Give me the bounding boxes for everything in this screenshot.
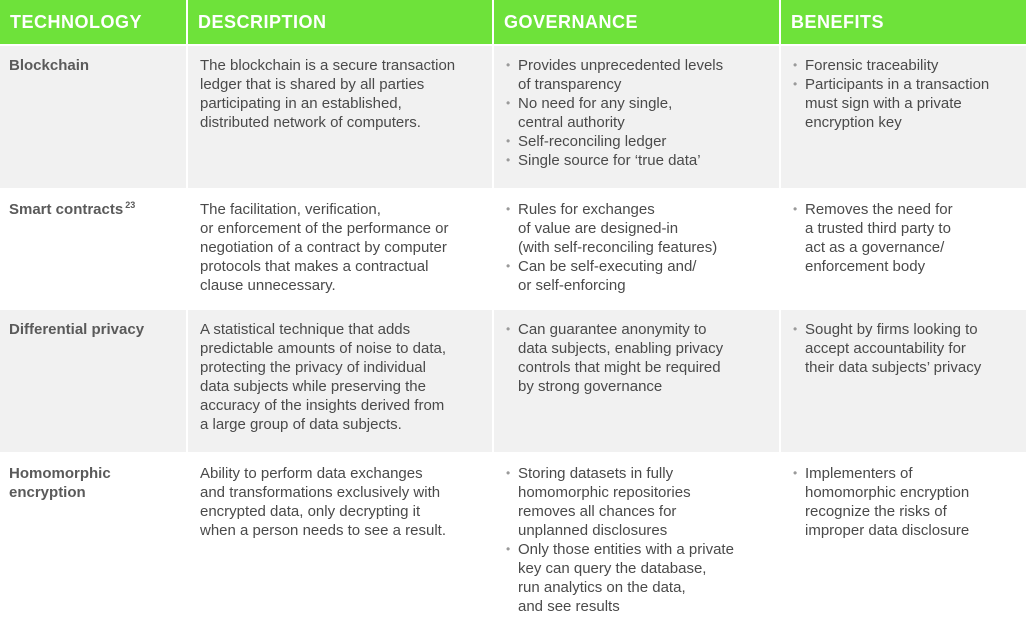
- governance-line: • Can guarantee anonymity to: [518, 321, 707, 338]
- description-line: predictable amounts of noise to data,: [200, 340, 446, 357]
- benefits-line: • Implementers of: [805, 465, 913, 482]
- governance-list: [506, 200, 769, 295]
- governance-cell: [493, 309, 780, 453]
- technology-name: Smart contracts $^{23}$: [9, 200, 136, 218]
- description-line: clause unnecessary.: [200, 277, 336, 294]
- governance-line: of value are designed-in: [518, 220, 679, 237]
- governance-line: data subjects, enabling privacy: [518, 340, 724, 357]
- governance-line: run analytics on the data,: [518, 579, 686, 596]
- header-governance: GOVERNANCE: [493, 0, 780, 45]
- benefits-line: a trusted third party to: [805, 220, 951, 237]
- governance-cell: [493, 189, 780, 309]
- benefits-list: [793, 56, 1016, 132]
- governance-line: or self-enforcing: [518, 277, 626, 294]
- description-line: negotiation of a contract by computer: [200, 239, 447, 256]
- governance-bullet-item: [506, 151, 769, 170]
- governance-line: • Can be self-executing and/: [518, 258, 697, 275]
- benefits-line: • Removes the need for: [805, 201, 953, 218]
- table-header: [0, 0, 1026, 45]
- table-row: [0, 309, 1026, 453]
- governance-list: [506, 464, 769, 616]
- governance-line: and see results: [518, 598, 620, 615]
- description-line: accuracy of the insights derived from: [200, 397, 445, 414]
- description-line: when a person needs to see a result.: [200, 522, 446, 539]
- description-line: or enforcement of the performance or: [200, 220, 449, 237]
- description-line: ledger that is shared by all parties: [200, 76, 425, 93]
- governance-line: • Rules for exchanges: [518, 201, 655, 218]
- benefits-line: accept accountability for: [805, 340, 966, 357]
- benefits-line: homomorphic encryption: [805, 484, 970, 501]
- governance-line: by strong governance: [518, 378, 663, 395]
- technology-name: Homomorphic: [9, 465, 111, 482]
- governance-line: central authority: [518, 114, 625, 131]
- technology-cell: [0, 45, 187, 189]
- table-row: [0, 453, 1026, 627]
- benefits-cell: [780, 45, 1026, 189]
- description-line: A statistical technique that adds: [200, 321, 411, 338]
- description-line: participating in an established,: [200, 95, 402, 112]
- header-benefits: BENEFITS: [780, 0, 1026, 45]
- governance-line: of transparency: [518, 76, 622, 93]
- header-description: DESCRIPTION: [187, 0, 493, 45]
- description-line: protocols that makes a contractual: [200, 258, 429, 275]
- governance-line: • Storing datasets in fully: [518, 465, 674, 482]
- header-row: [0, 0, 1026, 45]
- table-body: [0, 45, 1026, 627]
- benefits-cell: [780, 453, 1026, 627]
- benefits-line: their data subjects’ privacy: [805, 359, 982, 376]
- governance-line: • Only those entities with a private: [518, 541, 734, 558]
- table-row: [0, 189, 1026, 309]
- governance-bullet-item: [506, 540, 769, 616]
- description-line: encrypted data, only decrypting it: [200, 503, 421, 520]
- benefits-cell: [780, 189, 1026, 309]
- governance-line: removes all chances for: [518, 503, 677, 520]
- governance-cell: [493, 453, 780, 627]
- technology-name: Differential privacy: [9, 321, 145, 338]
- governance-line: (with self-reconciling features): [518, 239, 718, 256]
- description-cell: [187, 189, 493, 309]
- description-cell: [187, 45, 493, 189]
- governance-line: • Provides unprecedented levels: [518, 57, 724, 74]
- technology-cell: [0, 453, 187, 627]
- governance-line: • Single source for ‘true data’: [518, 152, 701, 169]
- description-cell: [187, 453, 493, 627]
- footnote-superscript: 23: [125, 200, 136, 210]
- benefits-line: • Sought by firms looking to: [805, 321, 978, 338]
- governance-bullet-item: [506, 200, 769, 257]
- governance-bullet-item: [506, 56, 769, 94]
- benefits-list: [793, 320, 1016, 377]
- benefits-line: encryption key: [805, 114, 902, 131]
- benefits-bullet-item: [793, 464, 1016, 540]
- benefits-line: enforcement body: [805, 258, 926, 275]
- description-line: The blockchain is a secure transaction: [200, 57, 456, 74]
- benefits-bullet-item: [793, 320, 1016, 377]
- benefits-line: must sign with a private: [805, 95, 962, 112]
- governance-bullet-item: [506, 464, 769, 540]
- technology-cell: [0, 309, 187, 453]
- description-line: distributed network of computers.: [200, 114, 421, 131]
- governance-bullet-item: [506, 94, 769, 132]
- description-cell: [187, 309, 493, 453]
- benefits-line: recognize the risks of: [805, 503, 947, 520]
- governance-line: • Self-reconciling ledger: [518, 133, 667, 150]
- governance-list: [506, 320, 769, 396]
- benefits-cell: [780, 309, 1026, 453]
- header-technology: TECHNOLOGY: [0, 0, 187, 45]
- governance-bullet-item: [506, 320, 769, 396]
- governance-bullet-item: [506, 132, 769, 151]
- governance-line: key can query the database,: [518, 560, 707, 577]
- governance-line: controls that might be required: [518, 359, 721, 376]
- governance-cell: [493, 45, 780, 189]
- technology-name: Blockchain: [9, 57, 90, 74]
- benefits-line: act as a governance/: [805, 239, 945, 256]
- description-line: Ability to perform data exchanges: [200, 465, 423, 482]
- benefits-line: • Forensic traceability: [805, 57, 939, 74]
- description-line: and transformations exclusively with: [200, 484, 441, 501]
- benefits-line: • Participants in a transaction: [805, 76, 990, 93]
- governance-line: unplanned disclosures: [518, 522, 668, 539]
- table-row: [0, 45, 1026, 189]
- benefits-bullet-item: [793, 75, 1016, 132]
- technology-name: encryption: [9, 484, 86, 501]
- description-line: data subjects while preserving the: [200, 378, 426, 395]
- governance-list: [506, 56, 769, 170]
- benefits-line: improper data disclosure: [805, 522, 970, 539]
- technology-cell: [0, 189, 187, 309]
- benefits-list: [793, 464, 1016, 540]
- description-line: The facilitation, verification,: [200, 201, 381, 218]
- benefits-list: [793, 200, 1016, 276]
- description-line: protecting the privacy of individual: [200, 359, 426, 376]
- governance-line: homomorphic repositories: [518, 484, 691, 501]
- governance-bullet-item: [506, 257, 769, 295]
- governance-line: • No need for any single,: [518, 95, 673, 112]
- description-line: a large group of data subjects.: [200, 416, 402, 433]
- benefits-bullet-item: [793, 200, 1016, 276]
- benefits-bullet-item: [793, 56, 1016, 75]
